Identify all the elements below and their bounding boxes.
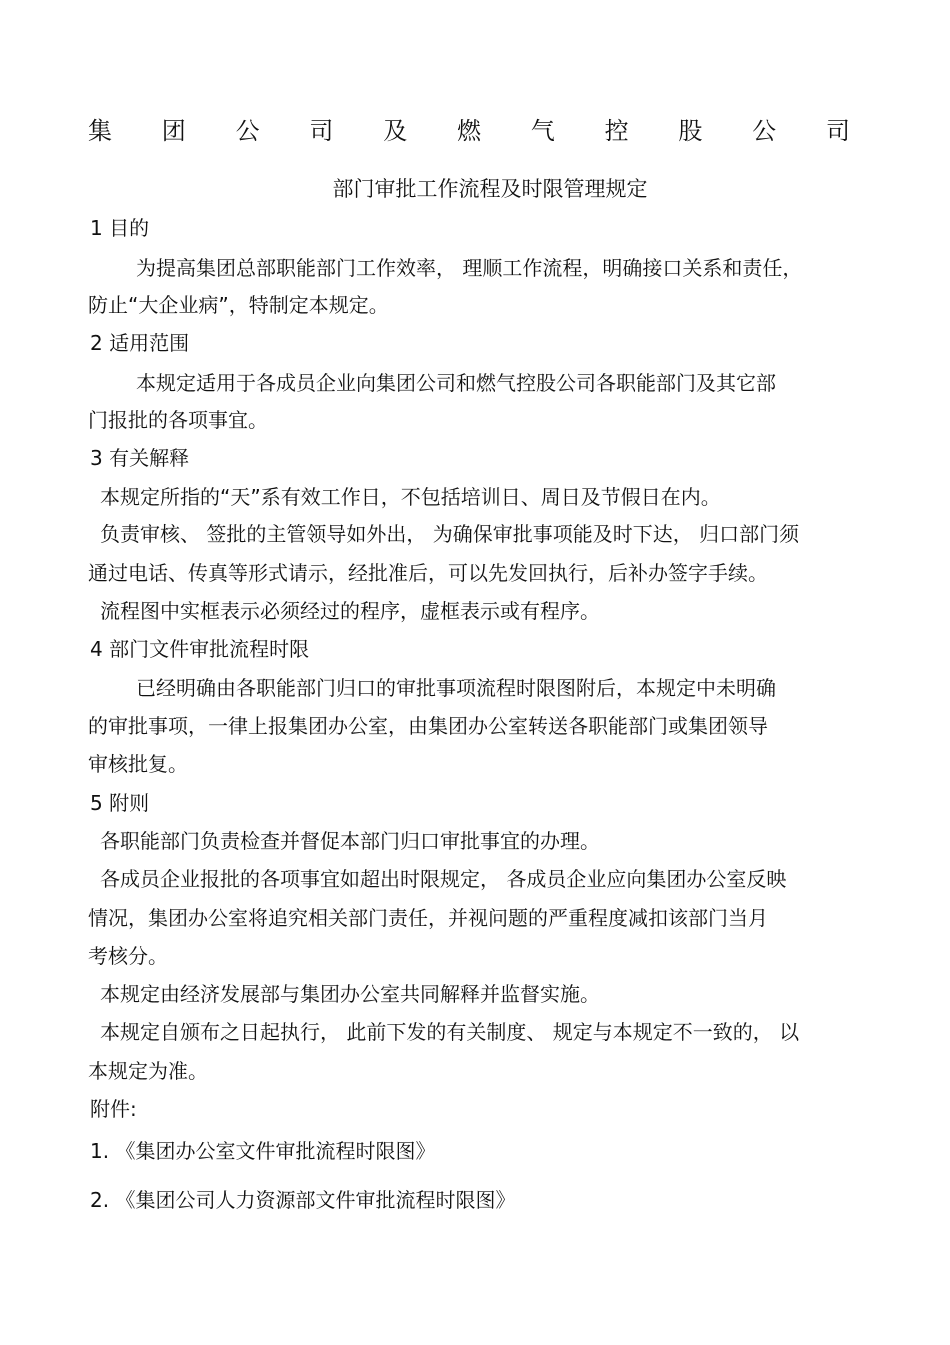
paragraph-line: 流程图中实框表示必须经过的程序，虚框表示或有程序。: [100, 599, 600, 623]
section-heading-interpretation: 3 有关解释: [90, 446, 190, 470]
section-heading-time-limits: 4 部门文件审批流程时限: [90, 637, 310, 661]
title-char: 司: [309, 117, 334, 145]
paragraph-line: 本规定为准。: [88, 1059, 208, 1083]
title-char: 股: [678, 117, 703, 145]
paragraph-line: 本规定自颁布之日起执行， 此前下发的有关制度、 规定与本规定不一致的， 以: [100, 1020, 800, 1044]
section-heading-supplementary: 5 附则: [90, 791, 150, 815]
paragraph-line: 已经明确由各职能部门归口的审批事项流程时限图附后，本规定中未明确: [136, 676, 776, 700]
paragraph-line: 情况，集团办公室将追究相关部门责任，并视问题的严重程度减扣该部门当月: [88, 906, 768, 930]
paragraph-line: 门报批的各项事宜。: [88, 408, 268, 432]
paragraph-line: 负责审核、 签批的主管领导如外出， 为确保审批事项能及时下达， 归口部门须: [100, 522, 800, 546]
paragraph-line: 审核批复。: [88, 752, 188, 776]
section-heading-purpose: 1 目的: [90, 216, 150, 240]
title-char: 燃: [456, 117, 481, 145]
document-title: [88, 116, 850, 146]
attachment-item: 2. 《集团公司人力资源部文件审批流程时限图》: [90, 1188, 516, 1212]
title-char: 控: [604, 117, 629, 145]
title-char: 司: [825, 117, 850, 145]
attachments-label: 附件:: [90, 1097, 137, 1121]
paragraph-line: 的审批事项，一律上报集团办公室，由集团办公室转送各职能部门或集团领导: [88, 714, 768, 738]
title-char: 公: [235, 117, 260, 145]
paragraph-line: 本规定由经济发展部与集团办公室共同解释并监督实施。: [100, 982, 600, 1006]
title-char: 团: [161, 117, 186, 145]
paragraph-line: 为提高集团总部职能部门工作效率， 理顺工作流程，明确接口关系和责任，: [136, 256, 803, 280]
section-heading-scope: 2 适用范围: [90, 331, 190, 355]
paragraph-line: 本规定适用于各成员企业向集团公司和燃气控股公司各职能部门及其它部: [136, 371, 776, 395]
paragraph-line: 防止“大企业病”，特制定本规定。: [88, 293, 389, 317]
paragraph-line: 通过电话、传真等形式请示，经批准后，可以先发回执行，后补办签字手续。: [88, 561, 768, 585]
paragraph-line: 各成员企业报批的各项事宜如超出时限规定， 各成员企业应向集团办公室反映: [100, 867, 787, 891]
title-char: 公: [752, 117, 777, 145]
paragraph-line: 各职能部门负责检查并督促本部门归口审批事宜的办理。: [100, 829, 600, 853]
title-char: 集: [88, 117, 112, 145]
title-char: 及: [383, 117, 408, 145]
title-char: 气: [530, 117, 555, 145]
paragraph-line: 考核分。: [88, 944, 168, 968]
document-subtitle: 部门审批工作流程及时限管理规定: [332, 177, 648, 201]
attachment-item: 1. 《集团办公室文件审批流程时限图》: [90, 1139, 436, 1163]
paragraph-line: 本规定所指的“天”系有效工作日，不包括培训日、周日及节假日在内。: [100, 485, 721, 509]
